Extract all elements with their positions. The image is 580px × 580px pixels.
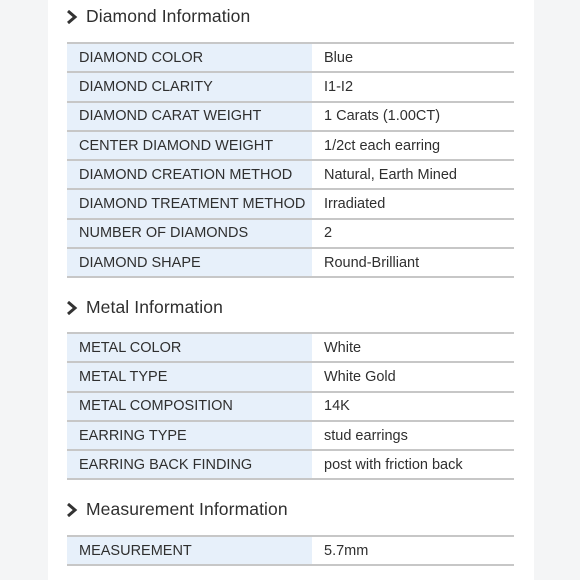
table-row [67, 102, 514, 131]
row-label: NUMBER OF DIAMONDS [67, 219, 312, 248]
table-row [67, 392, 514, 421]
row-label: DIAMOND COLOR [67, 43, 312, 72]
table-row [67, 536, 514, 565]
spec-page [48, 0, 534, 580]
row-value: 14K [312, 392, 514, 421]
row-label: CENTER DIAMOND WEIGHT [67, 131, 312, 160]
row-value: 2 [312, 219, 514, 248]
row-value: 1/2ct each earring [312, 131, 514, 160]
table-row [67, 421, 514, 450]
chevron-right-icon [66, 301, 79, 315]
table-row [67, 131, 514, 160]
row-value: White [312, 333, 514, 362]
row-label: METAL COMPOSITION [67, 392, 312, 421]
table-row [67, 160, 514, 189]
section-title-text: Diamond Information [86, 6, 251, 26]
table-row [67, 248, 514, 277]
diamond-spec-table [67, 42, 514, 278]
row-label: DIAMOND CREATION METHOD [67, 160, 312, 189]
row-value: White Gold [312, 362, 514, 391]
measurement-spec-table [67, 535, 514, 566]
row-label: EARRING BACK FINDING [67, 450, 312, 479]
row-label: METAL TYPE [67, 362, 312, 391]
section-title-diamond[interactable] [66, 6, 250, 27]
row-label: DIAMOND CLARITY [67, 72, 312, 101]
table-row [67, 450, 514, 479]
table-row [67, 333, 514, 362]
row-value: stud earrings [312, 421, 514, 450]
table-row [67, 362, 514, 391]
chevron-right-icon [66, 10, 79, 24]
section-title-metal[interactable] [66, 297, 223, 318]
row-label: EARRING TYPE [67, 421, 312, 450]
chevron-right-icon [66, 503, 79, 517]
row-value: post with friction back [312, 450, 514, 479]
table-row [67, 43, 514, 72]
section-title-text: Metal Information [86, 297, 223, 317]
section-title-measurement[interactable] [66, 499, 288, 520]
row-value: 1 Carats (1.00CT) [312, 102, 514, 131]
row-value: Irradiated [312, 189, 514, 218]
row-value: Blue [312, 43, 514, 72]
row-value: 5.7mm [312, 536, 514, 565]
row-label: METAL COLOR [67, 333, 312, 362]
row-label: DIAMOND TREATMENT METHOD [67, 189, 312, 218]
metal-spec-table [67, 332, 514, 480]
row-value: I1-I2 [312, 72, 514, 101]
row-value: Round-Brilliant [312, 248, 514, 277]
row-value: Natural, Earth Mined [312, 160, 514, 189]
row-label: MEASUREMENT [67, 536, 312, 565]
row-label: DIAMOND SHAPE [67, 248, 312, 277]
table-row [67, 189, 514, 218]
table-row [67, 219, 514, 248]
table-row [67, 72, 514, 101]
row-label: DIAMOND CARAT WEIGHT [67, 102, 312, 131]
section-title-text: Measurement Information [86, 499, 288, 519]
